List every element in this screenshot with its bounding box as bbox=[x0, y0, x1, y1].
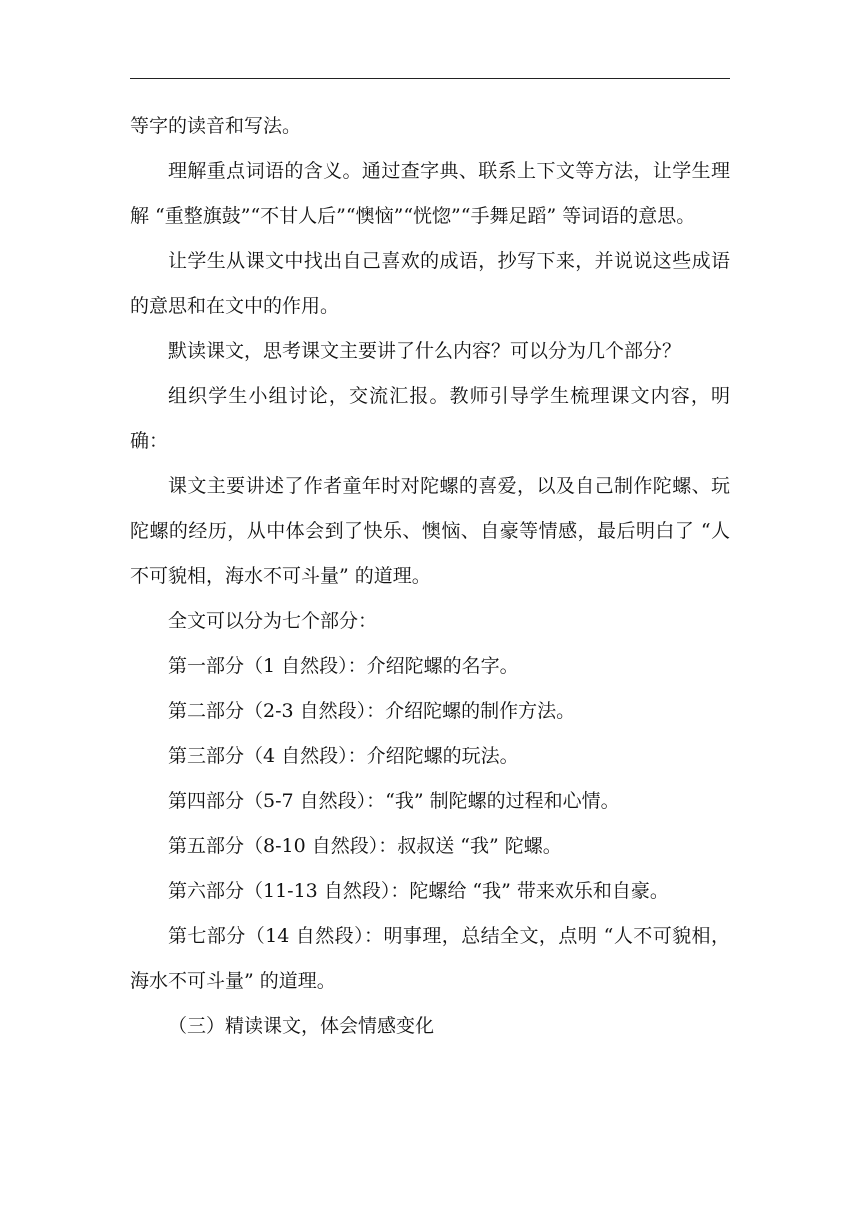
paragraph-structure-intro: 全文可以分为七个部分： bbox=[168, 610, 378, 632]
paragraph-part-4: 第四部分（5-7 自然段）：“我” 制陀螺的过程和心情。 bbox=[168, 790, 620, 812]
paragraph-part-6: 第六部分（11-13 自然段）：陀螺给 “我” 带来欢乐和自豪。 bbox=[168, 880, 669, 902]
paragraph-silent-reading: 默读课文，思考课文主要讲了什么内容？可以分为几个部分？ bbox=[168, 340, 682, 362]
section-heading: （三）精读课文，体会情感变化 bbox=[168, 1015, 435, 1037]
paragraph-part-1: 第一部分（1 自然段）：介绍陀螺的名字。 bbox=[168, 655, 519, 677]
paragraph-group-discussion: 组织学生小组讨论，交流汇报。教师引导学生梳理课文内容，明确： bbox=[130, 385, 730, 452]
paragraph-continuation: 等字的读音和写法。 bbox=[130, 115, 302, 137]
paragraph-vocabulary: 理解重点词语的含义。通过查字典、联系上下文等方法，让学生理解 “重整旗鼓”“不甘人后”“懊恼”“恍惚”“手舞足蹈” 等词语的意思。 bbox=[130, 160, 730, 227]
paragraph-part-3: 第三部分（4 自然段）：介绍陀螺的玩法。 bbox=[168, 745, 519, 767]
paragraph-idioms: 让学生从课文中找出自己喜欢的成语，抄写下来，并说说这些成语的意思和在文中的作用。 bbox=[130, 250, 730, 317]
paragraph-part-7: 第七部分（14 自然段）：明事理，总结全文，点明 “人不可貌相，海水不可斗量” 的道理。 bbox=[130, 925, 730, 992]
paragraph-part-2: 第二部分（2-3 自然段）：介绍陀螺的制作方法。 bbox=[168, 700, 576, 722]
paragraph-summary: 课文主要讲述了作者童年时对陀螺的喜爱，以及自己制作陀螺、玩陀螺的经历，从中体会到了快乐、懊恼、自豪等情感，最后明白了 “人不可貌相，海水不可斗量” 的道理。 bbox=[130, 475, 730, 587]
paragraph-part-5: 第五部分（8-10 自然段）：叔叔送 “我” 陀螺。 bbox=[168, 835, 562, 857]
header-rule bbox=[130, 78, 730, 79]
document-body bbox=[130, 104, 730, 1049]
